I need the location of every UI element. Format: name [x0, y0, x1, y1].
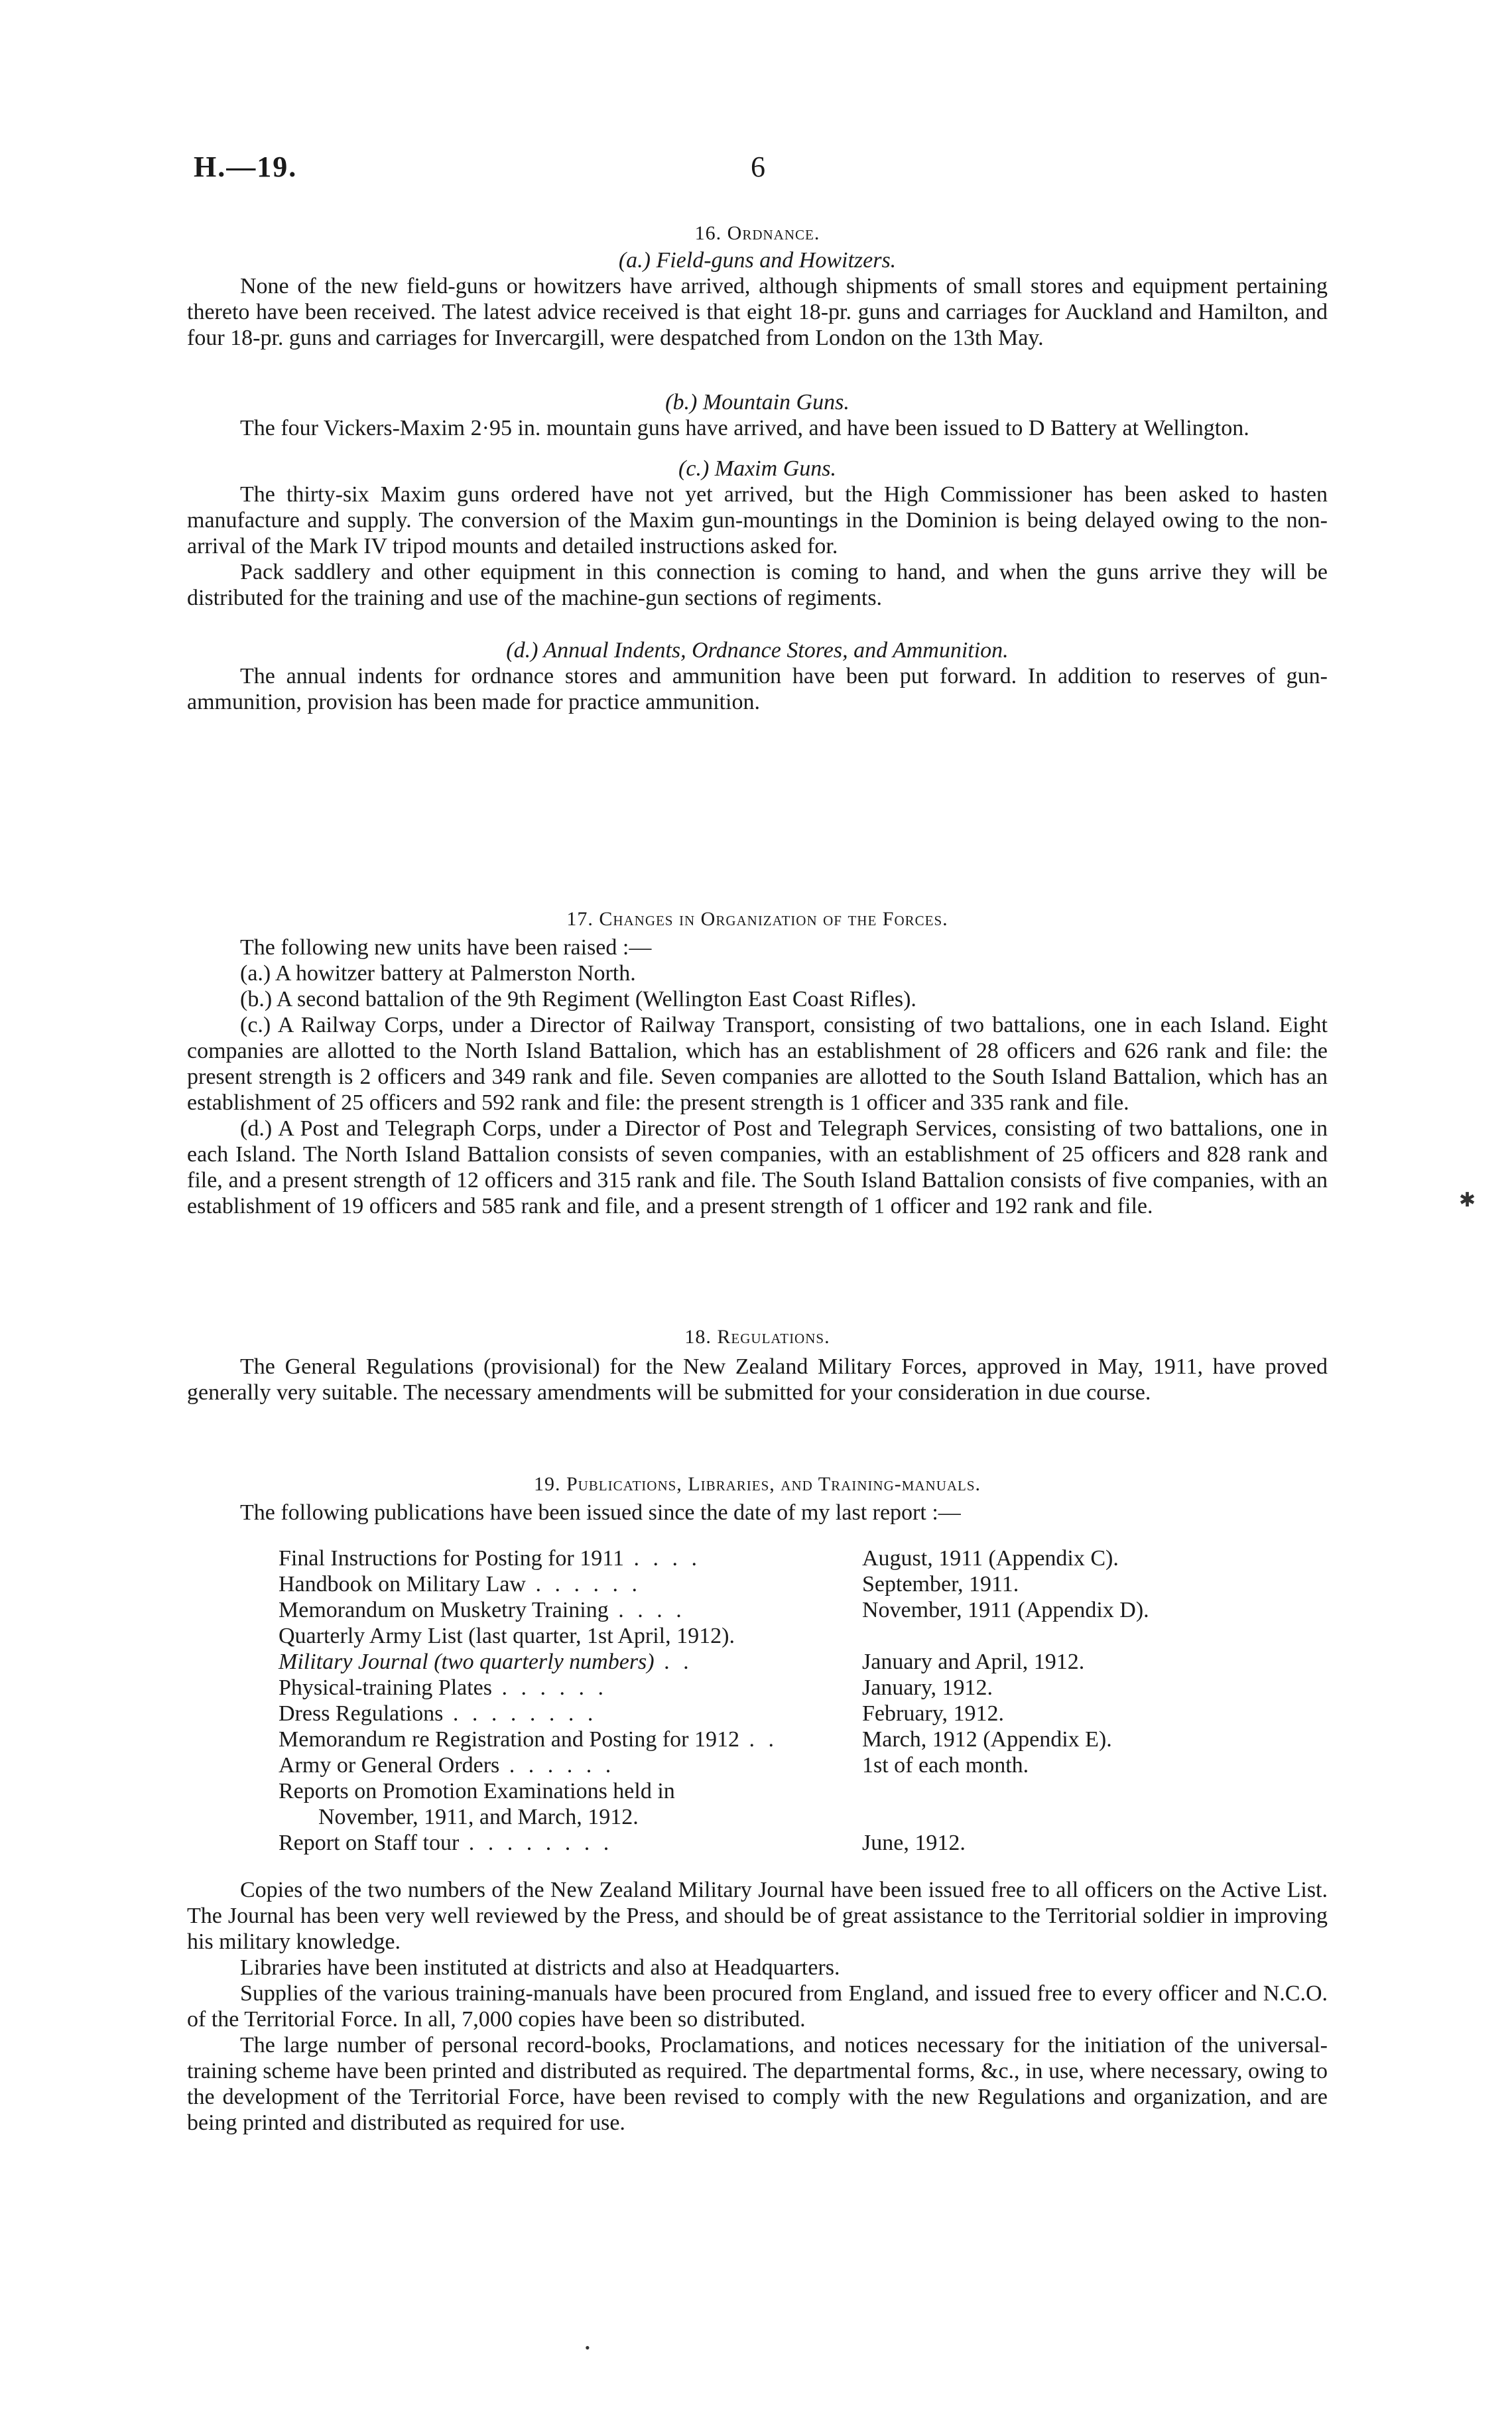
paragraph: Libraries have been instituted at districts and also at Headquarters. [240, 1955, 840, 1980]
publication-date: March, 1912 (Appendix E). [862, 1727, 1112, 1752]
paragraph: Copies of the two numbers of the New Zealand Military Journal have been issued free to all officers on the Active List. The Journal has been very well reviewed by the Press, and should be of great assistance to the Territorial soldier in improving his military knowledge. [187, 1878, 1328, 1954]
section-number: 17. [566, 908, 594, 930]
publication-date: November, 1911 (Appendix D). [862, 1598, 1149, 1622]
dot-leader: . . . . [608, 1598, 686, 1622]
section-title: Changes in Organization of the Forces. [599, 908, 948, 930]
paragraph: Pack saddlery and other equipment in this connection is coming to hand, and when the guns arrive they will be distributed for the training and use of the machine-gun sections of regiments. [187, 560, 1328, 610]
dot-leader: . . [654, 1650, 693, 1674]
table-row [279, 1623, 1300, 1649]
dot-leader: . . . . . . . . [459, 1831, 613, 1855]
publication-title: Quarterly Army List (last quarter, 1st April, 1912). [279, 1624, 735, 1648]
publication-title: Military Journal (two quarterly numbers) [279, 1650, 655, 1674]
section-18-heading [187, 1324, 1328, 1350]
publication-title: Memorandum on Musketry Training [279, 1598, 609, 1622]
subsection-c-title: (c.) Maxim Guns. [678, 456, 836, 481]
table-row [279, 1830, 1300, 1856]
paragraph: The following publications have been issued since the date of my last report :— [240, 1500, 961, 1525]
paragraph: The General Regulations (provisional) for the New Zealand Military Forces, approved in May, 1911, have proved generally very suitable. The necessary amendments will be submitted for your consideration in due course. [187, 1354, 1328, 1405]
section-17 [187, 906, 1328, 1219]
document-reference: H.—19. [194, 151, 298, 183]
paragraph: The thirty-six Maxim guns ordered have not yet arrived, but the High Commissioner has been asked to hasten manufacture and supply. The conversion of the Maxim gun-mountings in the Dominion is being delayed owing to the non-arrival of the Mark IV tripod mounts and detailed instructions asked for. [187, 482, 1328, 558]
dot-leader: . . . . [624, 1546, 701, 1571]
section-16 [187, 220, 1328, 715]
publication-title: Handbook on Military Law [279, 1572, 526, 1597]
section-title: Regulations. [717, 1326, 830, 1348]
section-title: Ordnance. [727, 222, 820, 244]
table-row [279, 1727, 1300, 1752]
publications-table [279, 1545, 1300, 1856]
dot-leader: . . . . . . [492, 1675, 608, 1700]
publication-date: June, 1912. [862, 1831, 966, 1855]
publication-date: January and April, 1912. [862, 1650, 1085, 1674]
section-19-closing [187, 1877, 1328, 2136]
table-row [279, 1701, 1300, 1727]
publication-title: Final Instructions for Posting for 1911 [279, 1546, 624, 1571]
table-row [279, 1571, 1300, 1597]
table-row [279, 1752, 1300, 1778]
publication-title: Memorandum re Registration and Posting for 1912 [279, 1727, 740, 1752]
bullet-mark-icon: • [585, 2339, 590, 2356]
publication-date: September, 1911. [862, 1572, 1019, 1597]
section-17-heading [187, 906, 1328, 932]
publication-title: November, 1911, and March, 1912. [318, 1805, 639, 1829]
publication-title: Physical-training Plates [279, 1675, 493, 1700]
section-number: 19. [533, 1473, 561, 1495]
section-number: 18. [684, 1326, 712, 1348]
publication-date: February, 1912. [862, 1701, 1005, 1726]
publication-date: 1st of each month. [862, 1753, 1029, 1778]
table-row [279, 1675, 1300, 1701]
publication-title: Reports on Promotion Examinations held in [279, 1779, 675, 1803]
dot-leader: . . [739, 1727, 779, 1752]
table-row [279, 1545, 1300, 1571]
dot-leader: . . . . . . [499, 1753, 615, 1778]
section-title: Publications, Libraries, and Training-manuals. [566, 1473, 981, 1495]
publication-title: Report on Staff tour [279, 1831, 460, 1855]
table-row [279, 1778, 1300, 1804]
section-19 [187, 1471, 1328, 1526]
paragraph: The following new units have been raised :— [240, 935, 652, 960]
margin-mark-icon: ✱ [1459, 1189, 1476, 1211]
subsection-a-title: (a.) Field-guns and Howitzers. [618, 248, 897, 273]
publication-date: August, 1911 (Appendix C). [862, 1546, 1119, 1571]
section-16-heading [187, 220, 1328, 246]
table-row [279, 1597, 1300, 1623]
publication-date: January, 1912. [862, 1675, 993, 1700]
table-row [279, 1804, 1300, 1830]
paragraph: None of the new field-guns or howitzers have arrived, although shipments of small stores and equipment pertaining thereto have been received. The latest advice received is that eight 18-pr. guns and carriages for Auckland and Hamilton, and four 18-pr. guns and carriages for Invercargill, were despatched from London on the 13th May. [187, 274, 1328, 350]
table-row [279, 1649, 1300, 1675]
page-number: 6 [751, 151, 765, 183]
paragraph: The four Vickers-Maxim 2·95 in. mountain guns have arrived, and have been issued to D Battery at Wellington. [240, 416, 1249, 440]
section-number: 16. [694, 222, 722, 244]
subsection-b-title: (b.) Mountain Guns. [665, 390, 850, 415]
paragraph: The large number of personal record-books, Proclamations, and notices necessary for the initiation of the universal-training scheme have been printed and distributed as required. The departmental forms, &c., in use, where necessary, owing to the development of the Territorial Force, have been revised to comply with the new Regulations and organization, and are being printed and distributed as required for use. [187, 2033, 1328, 2135]
list-item: (b.) A second battalion of the 9th Regiment (Wellington East Coast Rifles). [240, 987, 916, 1011]
section-19-heading [187, 1471, 1328, 1497]
dot-leader: . . . . . . . . [443, 1701, 598, 1726]
publication-title: Dress Regulations [279, 1701, 444, 1726]
section-18 [187, 1324, 1328, 1405]
paragraph: Supplies of the various training-manuals have been procured from England, and issued free to every officer and N.C.O. of the Territorial Force. In all, 7,000 copies have been so distributed. [187, 1981, 1328, 2032]
paragraph: The annual indents for ordnance stores and ammunition have been put forward. In addition to reserves of gun-ammunition, provision has been made for practice ammunition. [187, 664, 1328, 714]
list-item: (d.) A Post and Telegraph Corps, under a Director of Post and Telegraph Services, consisting of two battalions, one in each Island. The North Island Battalion consists of seven companies, with an establishment of 25 officers and 828 rank and file, and a present strength of 12 officers and 315 rank and file. The South Island Battalion consists of five companies, with an establishment of 19 officers and 585 rank and file, and a present strength of 1 officer and 192 rank and file. [187, 1116, 1328, 1218]
list-item: (c.) A Railway Corps, under a Director of Railway Transport, consisting of two battalions, one in each Island. Eight companies are allotted to the North Island Battalion, which has an establishment of 28 officers and 626 rank and file: the present strength is 2 officers and 349 rank and file. Seven companies are allotted to the South Island Battalion, which has an establishment of 25 officers and 592 rank and file: the present strength is 1 officer and 335 rank and file. [187, 1013, 1328, 1115]
list-item: (a.) A howitzer battery at Palmerston North. [240, 961, 636, 986]
publication-title: Army or General Orders [279, 1753, 500, 1778]
subsection-d-title: (d.) Annual Indents, Ordnance Stores, and Ammunition. [506, 638, 1009, 663]
dot-leader: . . . . . . [526, 1572, 641, 1597]
